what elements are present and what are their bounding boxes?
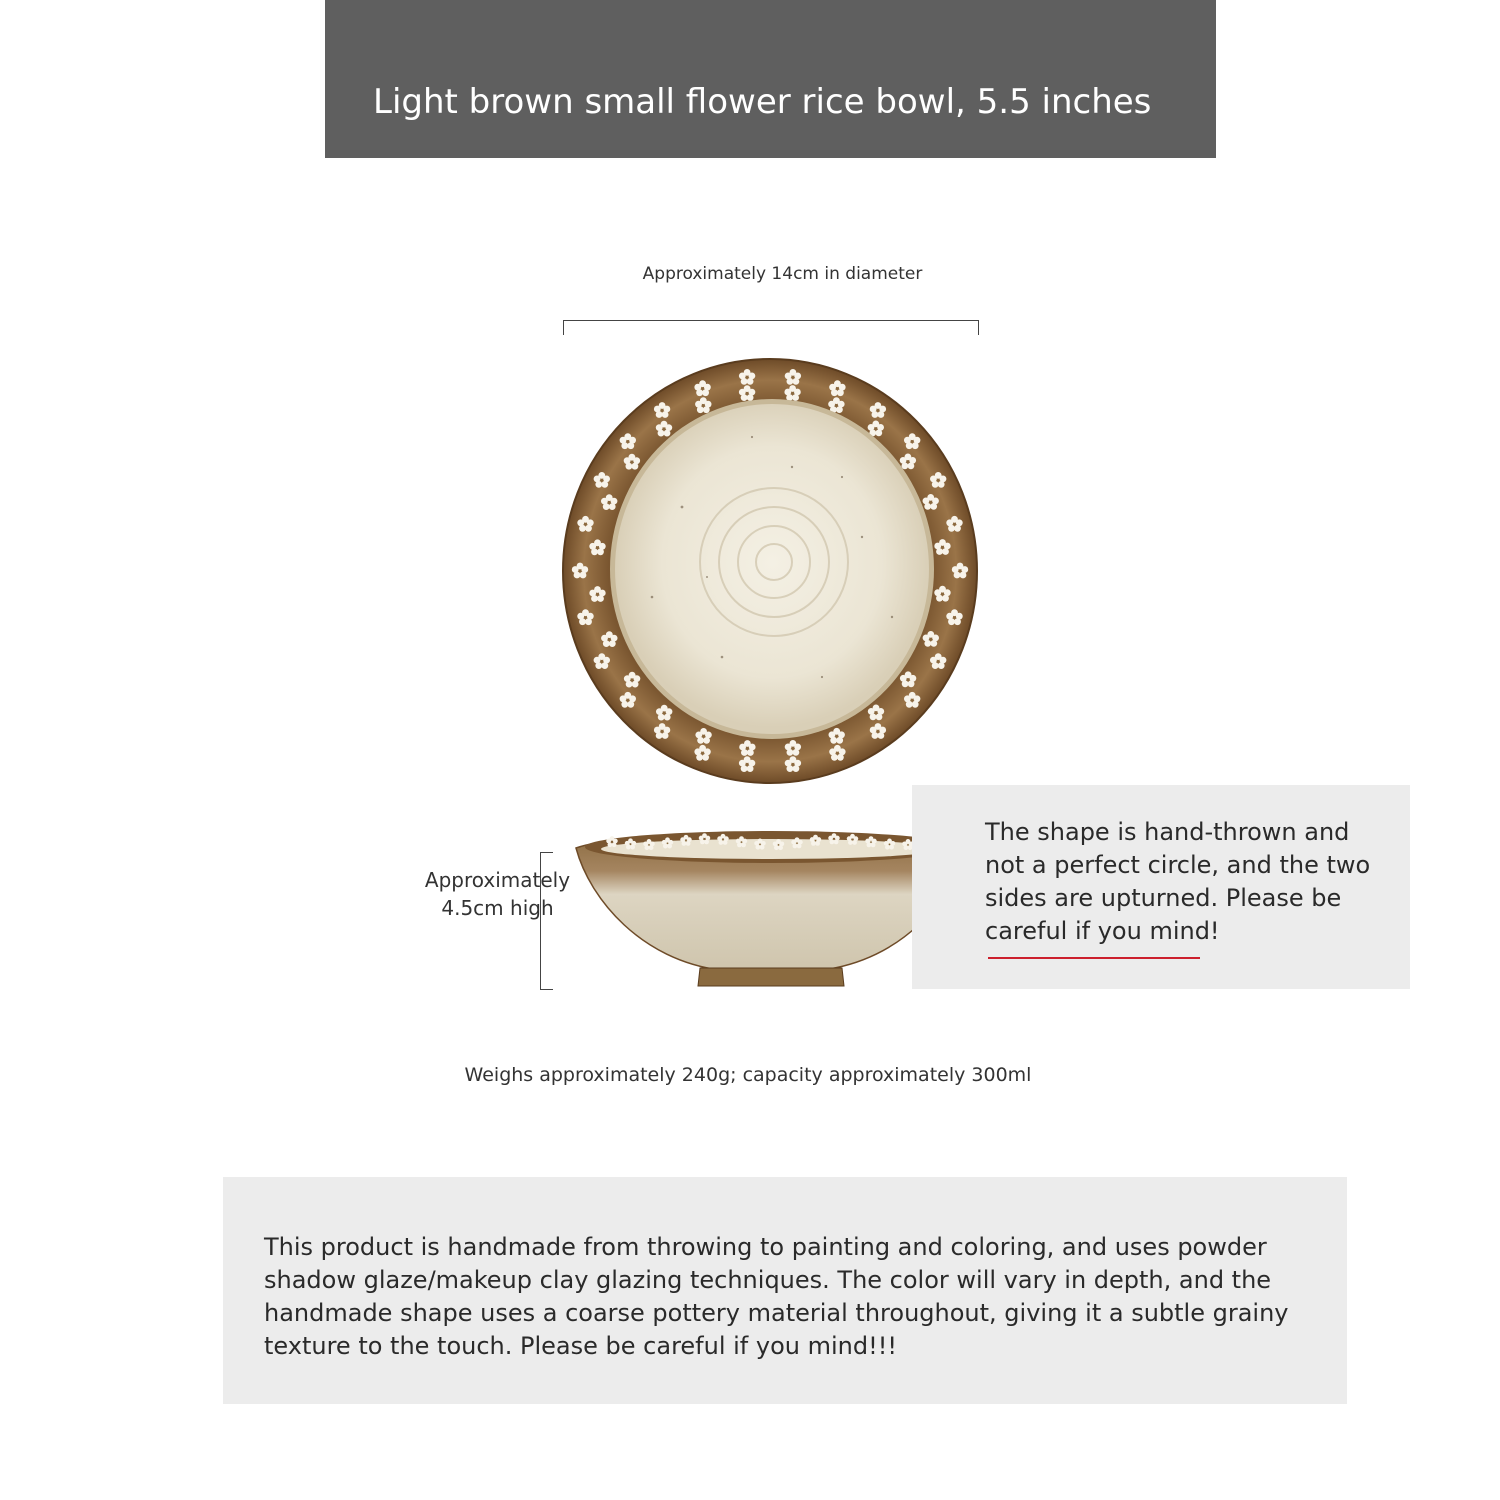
diameter-label: Approximately 14cm in diameter <box>642 264 923 284</box>
height-label: Approximately 4.5cm high <box>424 868 571 920</box>
bowl-side-view-image <box>572 820 970 992</box>
bowl-top-view-image <box>562 357 978 785</box>
shape-note-text: The shape is hand-thrown and not a perfect circle, and the two sides are upturned. Please be careful if you mind! <box>985 818 1371 945</box>
title-banner <box>325 0 1216 158</box>
height-bracket <box>540 852 553 990</box>
weight-capacity-label: Weighs approximately 240g; capacity approximately 300ml <box>464 1064 1032 1086</box>
shape-note-panel <box>912 785 1410 989</box>
handmade-note-panel <box>223 1177 1347 1404</box>
accent-underline <box>988 957 1200 959</box>
diameter-bracket <box>563 320 979 335</box>
page-title: Light brown small flower rice bowl, 5.5 inches <box>373 82 1152 122</box>
handmade-note-text: This product is handmade from throwing to painting and coloring, and uses powder shadow glaze/makeup clay glazing techniques. The color will vary in depth, and the handmade shape uses a coarse pottery material throughout, giving it a subtle grainy texture to the touch. Please be careful if you mind!!! <box>264 1233 1289 1360</box>
